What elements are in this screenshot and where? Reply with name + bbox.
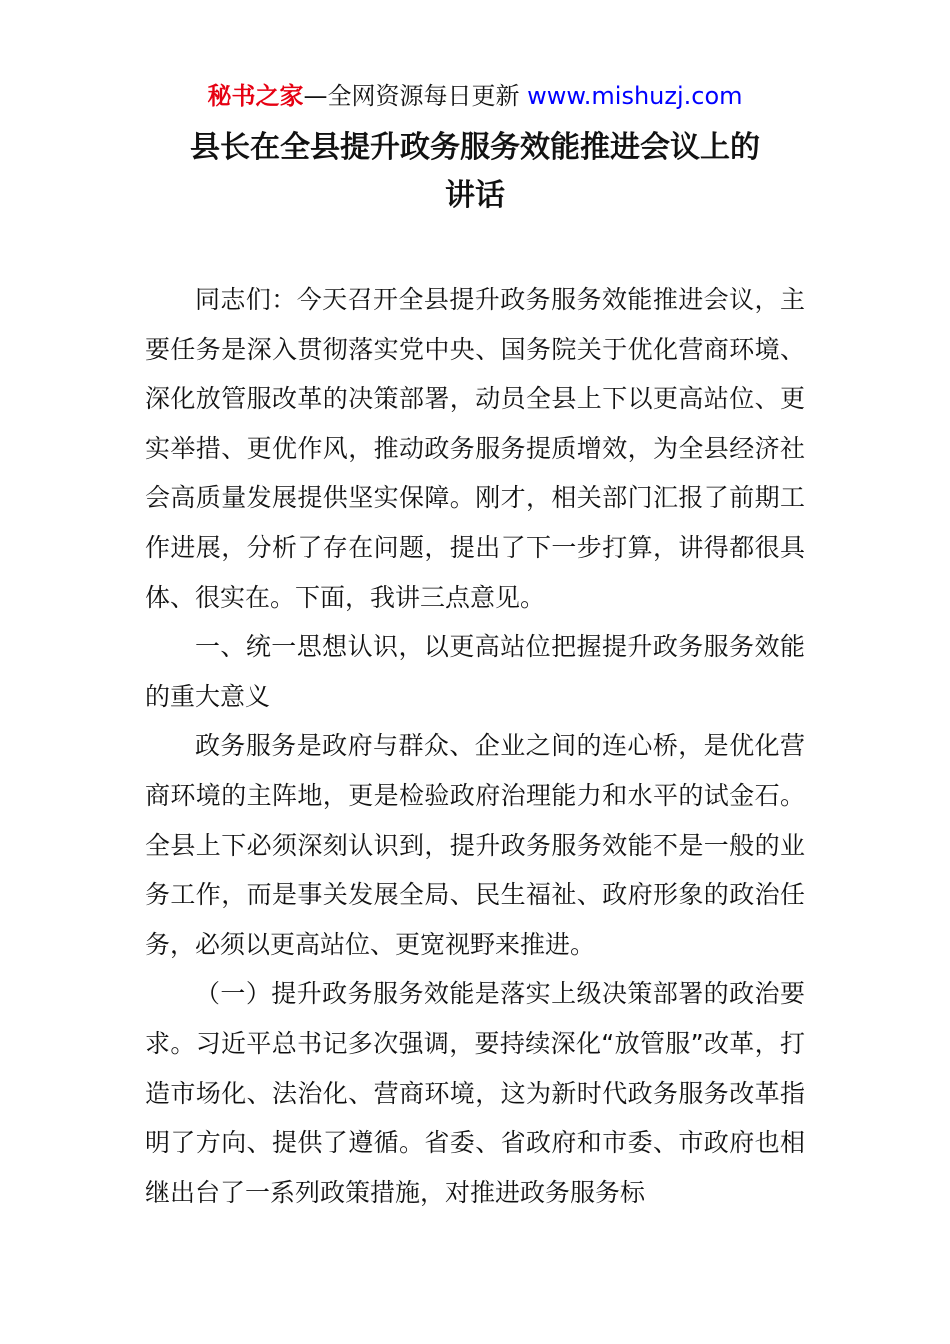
title-line-2: 讲话 xyxy=(445,178,505,213)
site-header xyxy=(0,80,950,112)
brand-name: 秘书之家 xyxy=(207,82,304,110)
section-heading-1: 一、统一思想认识，以更高站位把握提升政务服务效能的重大意义 xyxy=(145,632,805,711)
document-title xyxy=(0,124,950,220)
title-line-1: 县长在全县提升政务服务效能推进会议上的 xyxy=(190,130,760,165)
paragraph-section-1-intro: 政务服务是政府与群众、企业之间的连心桥，是优化营商环境的主阵地，更是检验政府治理能力和水平的试金石。全县上下必须深刻认识到，提升政务服务效能不是一般的业务工作，而是事关发展全局、民生福祉、政府形象的政治任务，必须以更高站位、更宽视野来推进。 xyxy=(145,731,805,959)
site-url-link[interactable]: www.mishuzj.com xyxy=(527,82,743,110)
paragraph-opening: 同志们：今天召开全县提升政务服务效能推进会议，主要任务是深入贯彻落实党中央、国务院关于优化营商环境、深化放管服改革的决策部署，动员全县上下以更高站位、更实举措、更优作风，推动政务服务提质增效，为全县经济社会高质量发展提供坚实保障。刚才，相关部门汇报了前期工作进展，分析了存在问题，提出了下一步打算，讲得都很具体、很实在。下面，我讲三点意见。 xyxy=(145,285,805,612)
document-body xyxy=(145,275,805,1217)
header-tagline: —全网资源每日更新 xyxy=(303,82,528,110)
paragraph-subsection-1: （一）提升政务服务效能是落实上级决策部署的政治要求。习近平总书记多次强调，要持续深化“放管服”改革，打造市场化、法治化、营商环境，这为新时代政务服务改革指明了方向、提供了遵循。省委、省政府和市委、市政府也相继出台了一系列政策措施，对推进政务服务标 xyxy=(145,979,805,1207)
